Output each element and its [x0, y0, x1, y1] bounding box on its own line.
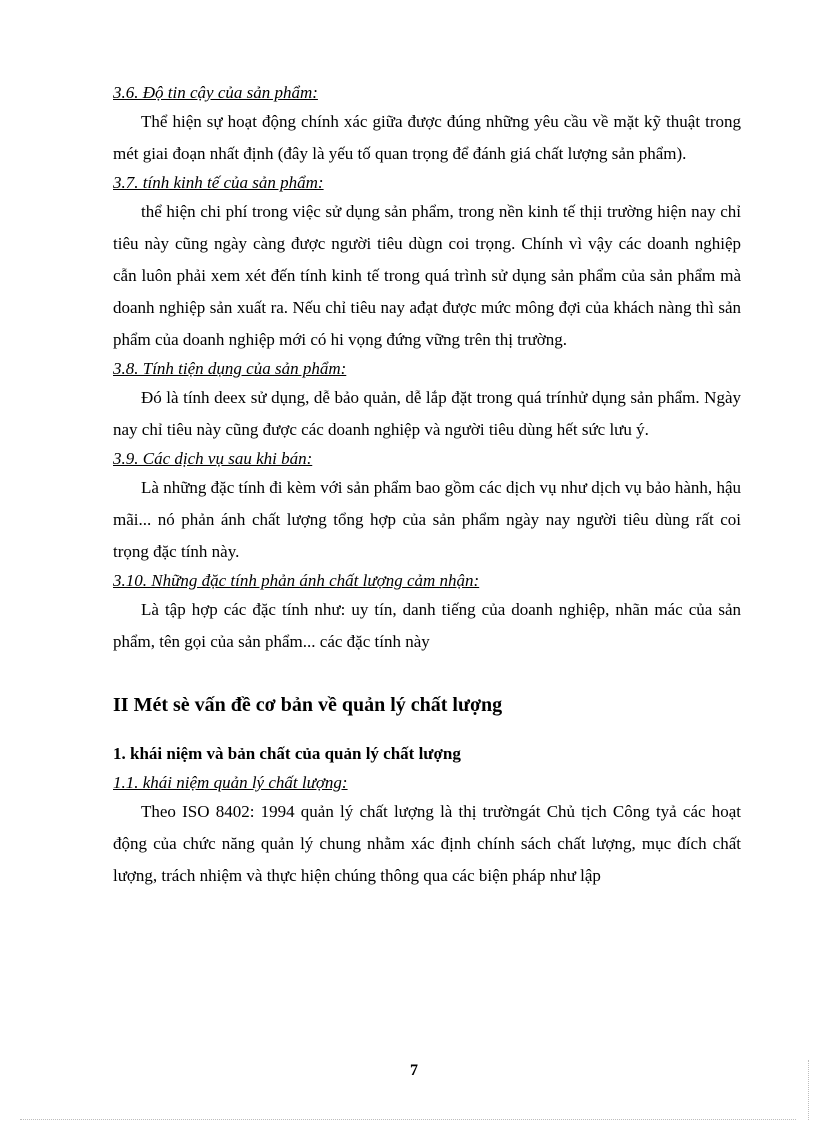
page-border-bottom [20, 1119, 796, 1120]
heading-3-9: 3.9. Các dịch vụ sau khi bán: [113, 449, 313, 468]
paragraph-3-7: thể hiện chi phí trong việc sử dụng sản phẩm, trong nền kinh tế thịi trường hiện nay chỉ tiêu này cũng ngày càng được người tiêu dùgn coi trọng. Chính vì vậy các doanh nghiệp cẫn luôn phải xem xét đến tính kinh tế trong quá trình sử dụng sản phẩm của sản phẩm mà doanh nghiệp sản xuất ra. Nếu chỉ tiêu nay ađạt được mức mông đợi của khách nàng thì sản phẩm của doanh nghiệp mới có hi vọng đứng vững trên thị trường. [113, 202, 741, 349]
page-number: 7 [410, 1062, 418, 1079]
heading-3-10: 3.10. Những đặc tính phản ánh chất lượng cảm nhận: [113, 571, 480, 590]
heading-1-1: 1.1. khái niệm quản lý chất lượng: [113, 773, 348, 792]
heading-3-6: 3.6. Độ tin cậy của sản phẩm: [113, 83, 318, 102]
heading-3-7: 3.7. tính kinh tế của sản phẩm: [113, 173, 324, 192]
page-border-right [808, 1060, 809, 1120]
section-1-heading: 1. khái niệm và bản chất của quản lý chất lượng [113, 744, 461, 763]
chapter-heading: II Mét sè vấn đề cơ bản về quản lý chất lượng [113, 694, 503, 716]
paragraph-3-8: Đó là tính deex sử dụng, dễ bảo quản, dễ lắp đặt trong quá trínhử dụng sản phẩm. Ngày nay chỉ tiêu này cũng được các doanh nghiệp và người tiêu dùng hết sức lưu ý. [113, 388, 741, 439]
paragraph-3-6: Thể hiện sự hoạt động chính xác giữa được đúng những yêu cầu về mặt kỹ thuật trong mét giai đoạn nhất định (đây là yếu tố quan trọng để đánh giá chất lượng sản phẩm). [113, 112, 741, 163]
paragraph-1-1: Theo ISO 8402: 1994 quản lý chất lượng là thị trườngát Chủ tịch Công tyả các hoạt động của chức năng quản lý chung nhằm xác định chính sách chất lượng, mục đích chất lượng, trách nhiệm và thực hiện chúng thông qua các biện pháp như lập [113, 802, 741, 885]
paragraph-3-10: Là tập hợp các đặc tính như: uy tín, danh tiếng của doanh nghiệp, nhãn mác của sản phẩm, tên gọi của sản phẩm... các đặc tính này [113, 600, 741, 651]
paragraph-3-9: Là những đặc tính đi kèm với sản phẩm bao gồm các dịch vụ như dịch vụ bảo hành, hậu mãi... nó phản ánh chất lượng tổng hợp của sản phẩm ngày nay người tiêu dùng rất coi trọng đặc tính này. [113, 478, 741, 561]
page-content [113, 80, 741, 892]
heading-3-8: 3.8. Tính tiện dụng của sản phẩm: [113, 359, 347, 378]
